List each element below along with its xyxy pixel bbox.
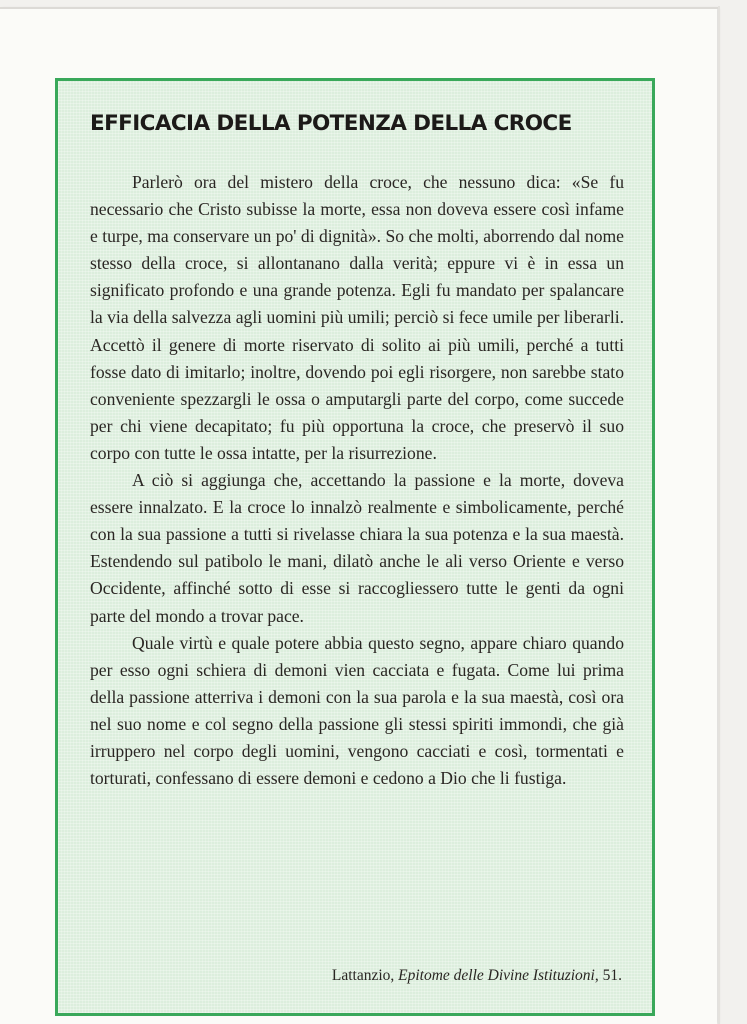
page-top-edge — [0, 7, 718, 9]
paragraph-3: Quale virtù e quale potere abbia questo segno, appare chiaro quando per esso ogni schiera di demoni vien cacciata e fugata. Come lui prima della passione atterriva i demoni con la sua parola e la sua maestà, così ora nel suo nome e col segno della passione gli stessi spiriti immondi, che già irruppero nel corpo degli uomini, vengono cacciati e così, tormentati e torturati, confessano di essere demoni e cedono a Dio che li fustiga. — [90, 632, 624, 789]
text-panel — [55, 78, 655, 1016]
attribution — [332, 967, 622, 985]
paragraph-2: A ciò si aggiunga che, accettando la passione e la morte, doveva essere innalzato. E la croce lo innalzò realmente e simbolicamente, perché con la sua passione a tutti si rivelasse chiara la sua potenza e la sua maestà. Estendendo sul patibolo le mani, dilatò anche le ali verso Oriente e verso Occidente, affinché sotto di esse si raccogliessero tutte le genti da ogni parte del mondo a trovar pace. — [90, 470, 624, 626]
attribution-author: Lattanzio, — [331, 967, 395, 984]
attribution-reference: , 51. — [594, 967, 622, 984]
page-title: EFFICACIA DELLA POTENZA DELLA CROCE — [90, 111, 572, 136]
attribution-work: Epitome delle Divine Istituzioni — [398, 967, 595, 984]
body-text — [90, 169, 624, 792]
page-right-edge — [718, 6, 720, 1024]
paragraph-1: Parlerò ora del mistero della croce, che nessuno dica: «Se fu necessario che Cristo subisse la morte, essa non doveva essere così infame e turpe, ma conservare un po' di dignità». So che molti, aborrendo dal nome stesso della croce, si allontanano dalla verità; eppure vi è in essa un significato profondo e una grande potenza. Egli fu mandato per spalancare la via della salvezza agli uomini più umili; perciò si fece umile per liberarli. Accettò il genere di morte riservato di solito ai più umili, perché a tutti fosse dato di imitarlo; inoltre, dovendo poi egli risorgere, non sarebbe stato conveniente spezzargli le ossa o amputargli parte del corpo, come succede per chi viene decapitato; fu più opportuna la croce, che preservò il suo corpo con tutte le ossa intatte, per la risurrezione. — [90, 172, 624, 463]
